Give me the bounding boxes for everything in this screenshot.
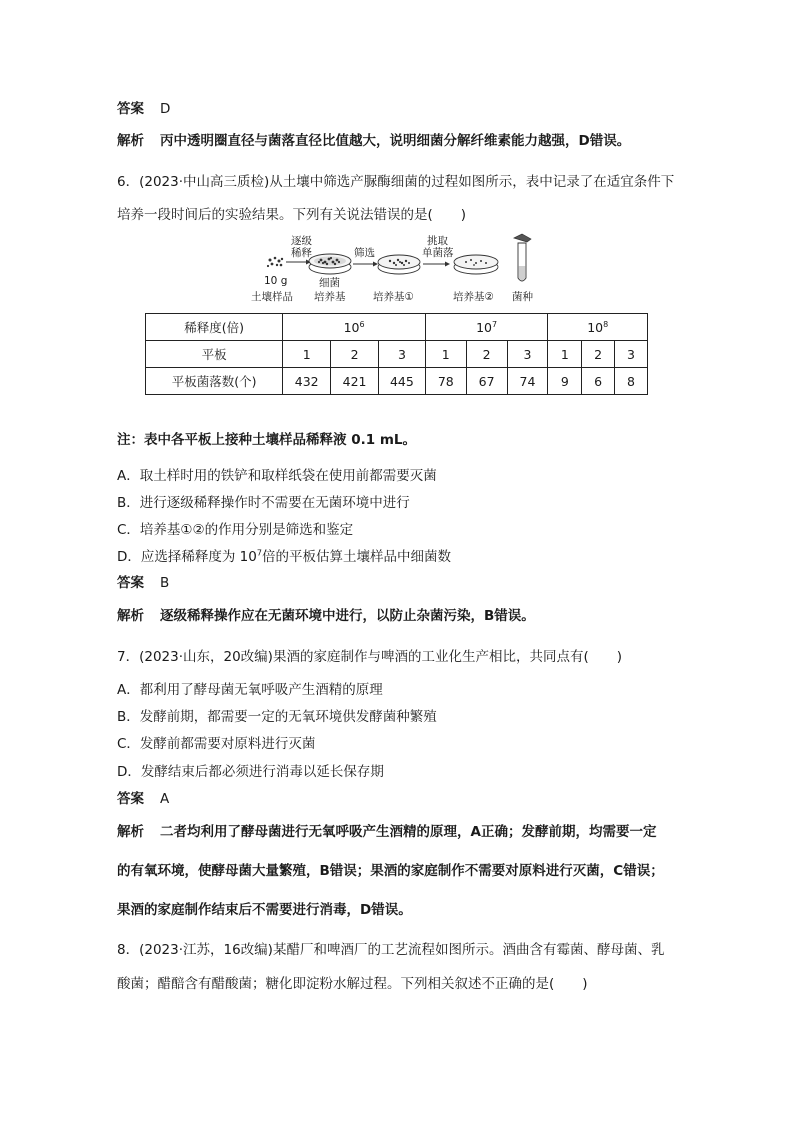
- q7-option-b: B．发酵前期，都需要一定的无氧环境供发酵菌种繁殖: [117, 709, 437, 725]
- q6-option-c: C．培养基①②的作用分别是筛选和鉴定: [117, 522, 354, 538]
- plate-cell: 3: [615, 341, 648, 368]
- answer-label: 答案: [117, 575, 144, 591]
- test-tube-icon: [514, 234, 531, 281]
- label-medium-1: 培养基①: [373, 291, 414, 303]
- dilution-cell: $10^8$: [548, 314, 648, 341]
- answer-value: D: [160, 101, 171, 117]
- count-cell: 78: [425, 368, 466, 395]
- q8-stem-line2: [117, 972, 588, 992]
- arrow-dilution: [286, 260, 311, 265]
- q6-option-a: A．取土样时用的铁铲和取样纸袋在使用前都需要灭菌: [117, 468, 437, 484]
- analysis-text: 二者均利用了酵母菌进行无氧呼吸产生酒精的原理，A正确；发酵前期，均需要一定: [160, 824, 657, 840]
- q7-analysis-line3: 果酒的家庭制作结束后不需要进行消毒，D错误。: [117, 902, 412, 918]
- q7-analysis-line2: 的有氧环境，使酵母菌大量繁殖，B错误；果酒的家庭制作不需要对原料进行灭菌，C错误；: [117, 863, 664, 879]
- q7-stem: [117, 645, 622, 665]
- label-medium-top: 细菌: [319, 277, 340, 289]
- q6-stem-close: ): [460, 207, 467, 223]
- analysis-text: 丙中透明圈直径与菌落直径比值越大，说明细菌分解纤维素能力越强，D错误。: [160, 133, 631, 149]
- label-screening: 筛选: [354, 247, 375, 259]
- q7-stem-close: ): [616, 649, 622, 665]
- q6-stem-line2: [117, 203, 466, 223]
- label-pick-bottom: 单菌落: [422, 247, 454, 259]
- q8-stem-text: 酸菌；醋醅含有醋酸菌；糖化即淀粉水解过程。下列相关叙述不正确的是(: [117, 976, 555, 992]
- arrow-pick-colony: [423, 262, 450, 267]
- row-label-plate: 平板: [146, 341, 283, 368]
- q6-stem-line1: 6．(2023·中山高三质检)从土壤中筛选产脲酶细菌的过程如图所示，表中记录了在适宜条件下: [117, 174, 675, 190]
- table-row-dilution: [146, 314, 648, 341]
- plate-cell: 1: [283, 341, 331, 368]
- label-medium-bottom: 培养基: [314, 291, 346, 303]
- answer-label: 答案: [117, 791, 144, 807]
- prev-analysis: [117, 129, 630, 149]
- label-strain: 菌种: [512, 291, 533, 303]
- plate-cell: 3: [378, 341, 425, 368]
- q6-option-d-pre: D．应选择稀释度为 10: [117, 549, 257, 565]
- label-pick-top: 挑取: [427, 235, 448, 247]
- plate-cell: 3: [507, 341, 548, 368]
- q7-answer: [117, 787, 169, 807]
- q6-note: 注：表中各平板上接种土壤样品稀释液 0.1 mL。: [117, 432, 416, 448]
- answer-value: B: [160, 575, 170, 591]
- arrow-screening: [353, 262, 378, 267]
- q6-answer: [117, 571, 169, 591]
- label-soil-sample: 土壤样品: [251, 291, 293, 303]
- plate-cell: 1: [548, 341, 582, 368]
- q7-stem-text: 7．(2023·山东，20改编)果酒的家庭制作与啤酒的工业化生产相比，共同点有(: [117, 649, 589, 665]
- row-label-dilution: 稀释度(倍): [146, 314, 283, 341]
- petri-dish-medium-1: [378, 255, 420, 274]
- analysis-label: 解析: [117, 824, 144, 840]
- q6-stem-text: 培养一段时间后的实验结果。下列有关说法错误的是(: [117, 207, 433, 223]
- q6-analysis: [117, 604, 535, 624]
- q6-option-d-post: 倍的平板估算土壤样品中细菌数: [261, 549, 451, 565]
- answer-value: A: [160, 791, 170, 807]
- row-label-counts: 平板菌落数(个): [146, 368, 283, 395]
- label-soil-mass: 10 g: [264, 275, 288, 287]
- count-cell: 6: [582, 368, 615, 395]
- table-row-plate: [146, 341, 648, 368]
- soil-sample-icon: [267, 257, 283, 267]
- count-cell: 74: [507, 368, 548, 395]
- plate-cell: 2: [331, 341, 379, 368]
- plate-cell: 1: [425, 341, 466, 368]
- label-medium-2: 培养基②: [453, 291, 494, 303]
- results-table: [145, 313, 648, 395]
- count-cell: 432: [283, 368, 331, 395]
- count-cell: 421: [331, 368, 379, 395]
- count-cell: 445: [378, 368, 425, 395]
- analysis-label: 解析: [117, 608, 144, 624]
- petri-dish-bacteria-medium: [309, 254, 351, 274]
- dilution-cell: $10^7$: [425, 314, 548, 341]
- plate-cell: 2: [466, 341, 507, 368]
- q7-option-a: A．都利用了酵母菌无氧呼吸产生酒精的原理: [117, 682, 383, 698]
- q6-option-d: [117, 545, 451, 565]
- q7-analysis-line1: [117, 820, 656, 840]
- plate-cell: 2: [582, 341, 615, 368]
- count-cell: 67: [466, 368, 507, 395]
- label-dilution-bottom: 稀释: [291, 247, 312, 259]
- process-diagram: [250, 230, 550, 312]
- analysis-label: 解析: [117, 133, 144, 149]
- q6-option-b: B．进行逐级稀释操作时不需要在无菌环境中进行: [117, 495, 410, 511]
- q7-option-c: C．发酵前都需要对原料进行灭菌: [117, 736, 316, 752]
- answer-label: 答案: [117, 101, 144, 117]
- q7-option-d: D．发酵结束后都必须进行消毒以延长保存期: [117, 764, 384, 780]
- count-cell: 9: [548, 368, 582, 395]
- analysis-text: 逐级稀释操作应在无菌环境中进行，以防止杂菌污染，B错误。: [160, 608, 535, 624]
- table-row-counts: [146, 368, 648, 395]
- q6-option-d-exp: 7: [256, 548, 262, 558]
- count-cell: 8: [615, 368, 648, 395]
- q8-stem-close: ): [582, 976, 588, 992]
- label-dilution-top: 逐级: [291, 235, 312, 247]
- q8-stem-line1: 8．(2023·江苏，16改编)某醋厂和啤酒厂的工艺流程如图所示。酒曲含有霉菌、酵母菌、乳: [117, 942, 665, 958]
- petri-dish-medium-2: [454, 255, 498, 274]
- dilution-cell: $10^6$: [283, 314, 426, 341]
- prev-answer: [117, 97, 170, 117]
